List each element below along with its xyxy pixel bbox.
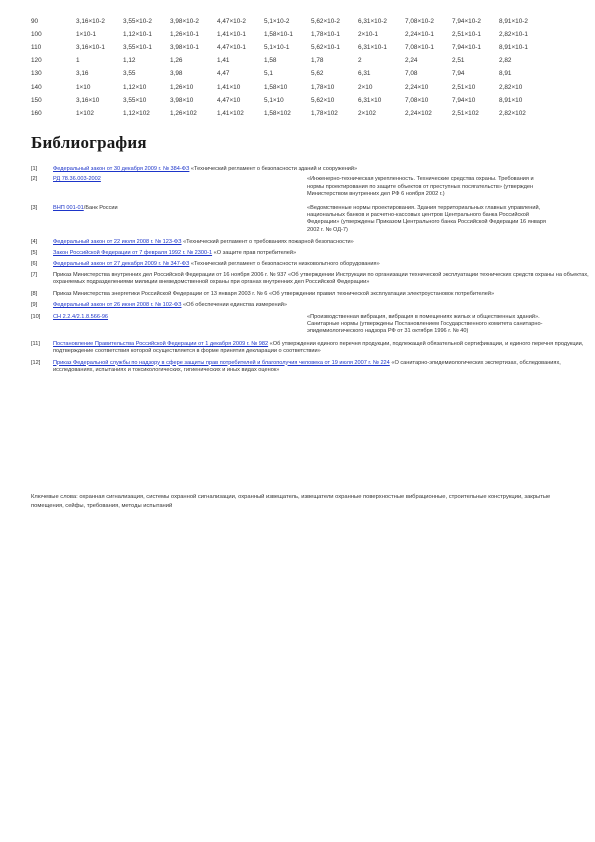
bib-description: «Ведомственные нормы проектирования. Здания территориальных главных управлений, национальных банков и расчетно-кассовых центров Центрального банка Российской Федерации» (утверждены Приказом Центрального банка Российской Федерации 16 января 2002 г. № ОД-7): [307, 204, 546, 233]
table-cell: 2,82×10: [499, 83, 523, 91]
table-cell: 2,51: [452, 57, 465, 65]
table-row-header-cell: 110: [31, 44, 42, 52]
table-cell: 2×102: [358, 109, 376, 117]
table-cell: 3,16×10-1: [76, 44, 105, 52]
table-cell: 1,58×10: [264, 83, 288, 91]
bib-item: [31, 239, 591, 246]
bib-body: [53, 261, 591, 268]
bib-link[interactable]: Приказ Федеральной службы по надзору в сфере защиты прав потребителей и благополучия человека от 19 июля 2007 г. № 224: [53, 359, 390, 366]
bib-number: [1]: [31, 166, 38, 172]
table-cell: 5,1×10: [264, 96, 284, 104]
table-row: [31, 15, 546, 28]
bib-number: [5]: [31, 250, 38, 257]
table-cell: 7,94: [452, 70, 465, 78]
table-cell: 1,78: [311, 57, 324, 65]
bib-text: Приказ Министерства энергетики Российской Федерации от 13 января 2003 г. № 6 «Об утверждении правил технической эксплуатации электроустановок потребителей»: [53, 290, 495, 297]
table-row-header-cell: 90: [31, 18, 39, 26]
bib-body: [53, 272, 591, 287]
table-cell: 3,55: [123, 70, 136, 78]
bib-body: [53, 250, 591, 257]
table-cell: 3,98: [170, 70, 183, 78]
table-cell: 4,47: [217, 70, 230, 78]
bib-item: [31, 176, 591, 198]
table-cell: 1,41×102: [217, 109, 244, 117]
bib-number: [4]: [31, 239, 38, 246]
table-cell: 7,94×10-1: [452, 44, 481, 52]
bib-link[interactable]: ВНП 001-01: [53, 204, 84, 211]
bib-text: «Технический регламент о безопасности зданий и сооружений»: [189, 166, 358, 172]
bib-designation: [53, 314, 307, 336]
bib-item: [31, 261, 591, 268]
bib-link[interactable]: Федеральный закон от 22 июля 2008 г. № 123-ФЗ: [53, 239, 182, 246]
bib-designation: [53, 176, 307, 198]
bib-number: [11]: [31, 340, 40, 347]
table-row-header-cell: 120: [31, 57, 42, 65]
bib-body: [53, 166, 591, 173]
numeric-table: [31, 15, 546, 120]
bib-link[interactable]: Федеральный закон от 26 июня 2008 г. № 102-ФЗ: [53, 302, 182, 309]
table-cell: 1,12: [123, 57, 136, 65]
table-cell: 6,31×10-1: [358, 44, 387, 52]
bibliography-title: Библиография: [31, 133, 147, 152]
table-row: [31, 41, 546, 54]
table-cell: 4,47×10-1: [217, 44, 246, 52]
numeric-table-body: [31, 15, 546, 120]
table-cell: 1,26×10-1: [170, 31, 199, 39]
table-cell: 8,91×10-2: [499, 18, 528, 26]
bib-item: [31, 205, 591, 235]
table-row-header-cell: 100: [31, 31, 42, 39]
bib-designation: [53, 205, 307, 235]
table-cell: 3,98×10-1: [170, 44, 199, 52]
bib-text: /Банк России: [83, 204, 118, 211]
table-cell: 7,08×10-1: [405, 44, 434, 52]
table-cell: 6,31: [358, 70, 371, 78]
table-cell: 2,51×102: [452, 109, 479, 117]
bib-item: [31, 272, 591, 287]
table-cell: 4,47×10-2: [217, 18, 246, 26]
bib-number: [2]: [31, 176, 38, 183]
table-cell: 8,91: [499, 70, 512, 78]
table-row-header-cell: 140: [31, 83, 42, 91]
table-row: [31, 94, 546, 107]
keywords-paragraph: Ключевые слова: охранная сигнализация, системы охранной сигнализации, охранный извещатель, извещатели охранные поверхностные вибрационные, строительные конструкции, закрытые помещения, сейфы, требования, методы испытаний: [31, 494, 551, 509]
table-cell: 1,26×102: [170, 109, 197, 117]
table-row-header-cell: 160: [31, 109, 42, 117]
table-cell: 2,82×102: [499, 109, 526, 117]
table-cell: 1×10-1: [76, 31, 97, 39]
table-cell: 1×102: [76, 109, 94, 117]
bib-text: «Технический регламент о безопасности низковольтного оборудования»: [189, 261, 380, 268]
table-cell: 1,78×102: [311, 109, 338, 117]
table-cell: 2,51×10: [452, 83, 476, 91]
table-cell: 2,24×102: [405, 109, 432, 117]
table-row: [31, 80, 546, 93]
bib-body: [53, 360, 591, 375]
bib-link[interactable]: Федеральный закон от 30 декабря 2009 г. № 384-ФЗ: [53, 166, 190, 172]
table-cell: 1,58×102: [264, 109, 291, 117]
table-row-header-cell: 130: [31, 70, 42, 78]
bib-number: [6]: [31, 261, 38, 268]
table-cell: 5,62×10: [311, 96, 335, 104]
table-cell: 2,82×10-1: [499, 31, 528, 39]
table-cell: 3,98×10: [170, 96, 194, 104]
bib-item: [31, 302, 591, 309]
table-cell: 8,91×10-1: [499, 44, 528, 52]
table-row-header-cell: 150: [31, 96, 42, 104]
bib-number: [8]: [31, 290, 38, 297]
table-cell: 3,55×10-2: [123, 18, 152, 26]
bib-number: [3]: [31, 204, 38, 211]
table-cell: 7,08×10: [405, 96, 429, 104]
table-cell: 1,78×10-1: [311, 31, 340, 39]
table-cell: 1,26×10: [170, 83, 194, 91]
table-cell: 4,47×10: [217, 96, 241, 104]
bibliography-list: [31, 166, 591, 374]
table-cell: 3,16×10: [76, 96, 100, 104]
bib-description: «Инженерно-техническая укрепленность. Технические средства охраны. Требования и нормы проектирования по защите объектов от преступных посягательств» (утвержден Министерством внутренних дел РФ 6 ноября 2002 г.): [307, 176, 534, 198]
bib-text: «О защите прав потребителей»: [212, 250, 297, 257]
table-row: [31, 28, 546, 41]
table-cell: 1: [76, 57, 80, 65]
bib-item: [31, 291, 591, 298]
table-cell: 5,62×10-2: [311, 18, 340, 26]
table-cell: 1,78×10: [311, 83, 335, 91]
table-cell: 1,58×10-1: [264, 31, 293, 39]
bib-link[interactable]: Федеральный закон от 27 декабря 2009 г. № 347-ФЗ: [53, 261, 190, 268]
bib-text: «Об обеспечении единства измерений»: [181, 302, 287, 309]
bib-item: [31, 250, 591, 257]
table-cell: 1,12×10-1: [123, 31, 152, 39]
table-cell: 1,26: [170, 57, 183, 65]
bib-item: [31, 166, 591, 173]
table-cell: 3,55×10: [123, 96, 147, 104]
bib-item: [31, 360, 591, 375]
bib-text: «Технический регламент о требованиях пожарной безопасности»: [181, 239, 354, 246]
bib-link[interactable]: Закон Российской Федерации от 7 февраля 1992 г. № 2300-1: [53, 250, 213, 257]
bib-body: [53, 341, 591, 356]
bib-text: «Об утверждении единого перечня продукции, подлежащей обязательной сертификации, и единого перечня продукции, подтверждение соответствия которой осуществляется в форме принятия декларации о соответствии»: [53, 340, 584, 355]
table-cell: 2,24: [405, 57, 418, 65]
bib-link[interactable]: РД 78.36.003-2002: [53, 176, 101, 183]
table-cell: 1,12×102: [123, 109, 150, 117]
table-cell: 5,62×10-1: [311, 44, 340, 52]
table-cell: 7,94×10-2: [452, 18, 481, 26]
bib-body: [53, 239, 591, 246]
table-cell: 1×10: [76, 83, 91, 91]
bib-item: [31, 341, 591, 356]
bib-number: [10]: [31, 313, 41, 320]
table-cell: 2×10-1: [358, 31, 379, 39]
table-cell: 2: [358, 57, 362, 65]
bib-item: [31, 314, 591, 336]
table-cell: 7,08×10-2: [405, 18, 434, 26]
table-cell: 2,24×10-1: [405, 31, 434, 39]
bib-text: Приказ Министерства внутренних дел Российской Федерации от 16 ноября 2006 г. № 937 «Об утверждении Инструкции по организации технической эксплуатации технических средств охраны на объектах, охраняемых подразделениями милиции вневедомственной охраны при органах внутренних дел Российской Федерации»: [53, 271, 589, 286]
table-cell: 3,16: [76, 70, 89, 78]
table-cell: 8,91×10: [499, 96, 523, 104]
table-cell: 7,94×10: [452, 96, 476, 104]
table-cell: 5,1×10-1: [264, 44, 290, 52]
table-cell: 1,41: [217, 57, 230, 65]
bib-body: [53, 291, 591, 298]
table-cell: 7,08: [405, 70, 418, 78]
bib-link[interactable]: Постановление Правительства Российской Федерации от 1 декабря 2009 г. № 982: [53, 340, 269, 347]
table-row: [31, 54, 546, 67]
table-row: [31, 107, 546, 120]
table-cell: 5,1×10-2: [264, 18, 290, 26]
bib-number: [9]: [31, 302, 38, 309]
table-cell: 6,31×10: [358, 96, 382, 104]
bib-number: [12]: [31, 359, 41, 366]
bib-text: «О санитарно-эпидемиологических экспертизах, обследованиях, исследованиях, испытаниях и токсикологических, гигиенических и иных видах оценок»: [53, 359, 561, 374]
table-cell: 6,31×10-2: [358, 18, 387, 26]
table-cell: 2,51×10-1: [452, 31, 481, 39]
bib-body: [53, 302, 591, 309]
table-cell: 5,1: [264, 70, 273, 78]
table-cell: 2,24×10: [405, 83, 429, 91]
table-cell: 3,16×10-2: [76, 18, 105, 26]
table-row: [31, 67, 546, 80]
bib-link[interactable]: СН 2.2.4/2.1.8.566-96: [53, 313, 109, 320]
table-cell: 5,62: [311, 70, 324, 78]
table-cell: 1,41×10-1: [217, 31, 246, 39]
table-cell: 3,55×10-1: [123, 44, 152, 52]
bib-number: [7]: [31, 271, 38, 278]
bib-description: «Производственная вибрация, вибрация в помещениях жилых и общественных зданий». Санитарные нормы (утверждены Постановлением Государственного комитета санитарно-эпидемиологического надзора РФ от 31 октября 1996 г. № 40): [307, 313, 543, 335]
table-cell: 2×10: [358, 83, 373, 91]
table-cell: 1,41×10: [217, 83, 241, 91]
table-cell: 1,58: [264, 57, 277, 65]
table-cell: 2,82: [499, 57, 512, 65]
table-cell: 1,12×10: [123, 83, 147, 91]
table-cell: 3,98×10-2: [170, 18, 199, 26]
